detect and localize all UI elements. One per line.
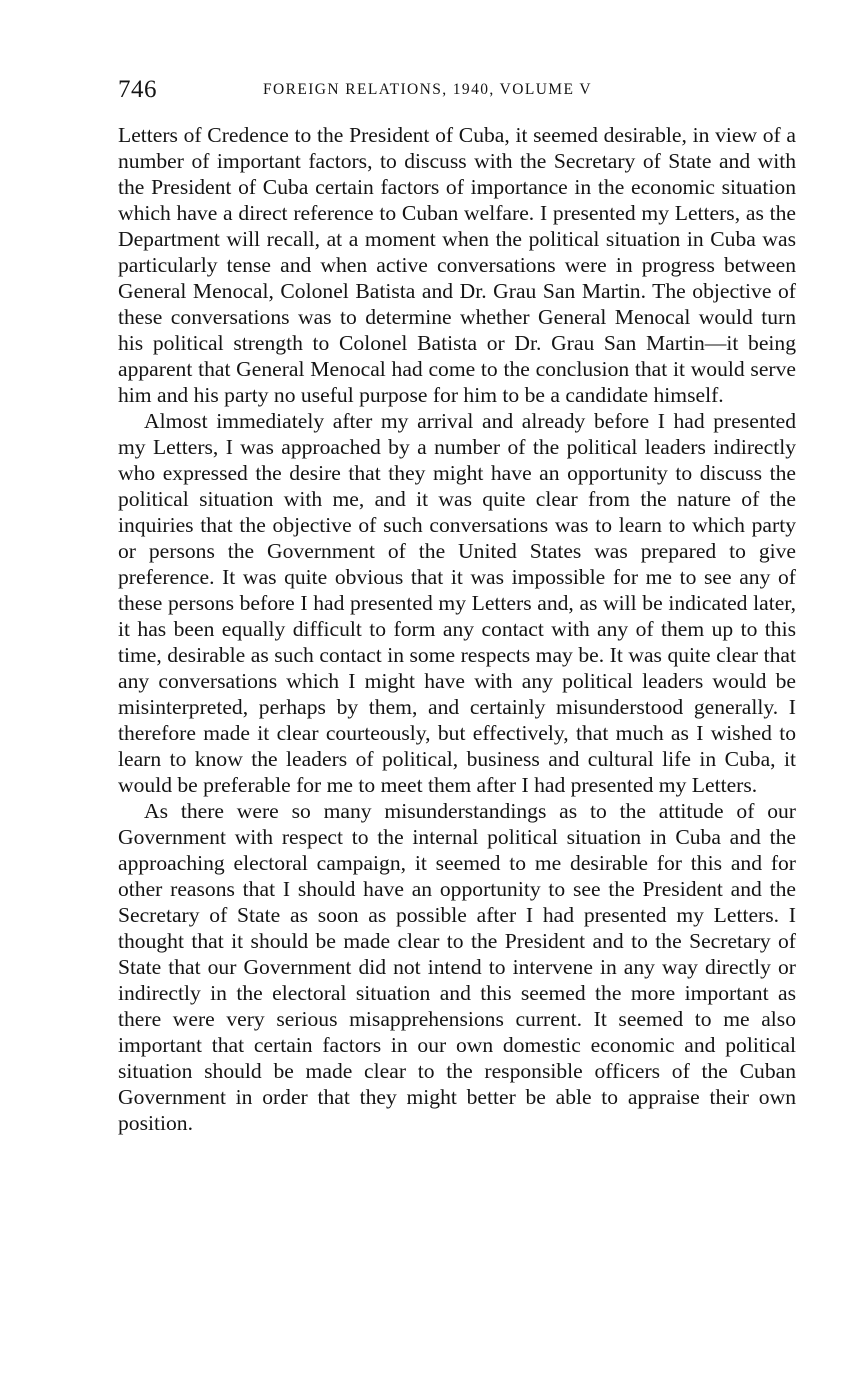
body-text [118,122,796,1136]
paragraph: Almost immediately after my arrival and already before I had presented my Letters, I was approached by a number of the political leaders indirectly who expressed the desire that they might have an opportunity to discuss the political situation with me, and it was quite clear from the nature of the inquiries that the objective of such conversations was to learn to which party or persons the Government of the United States was prepared to give preference. It was quite obvious that it was impossible for me to see any of these persons before I had presented my Letters and, as will be indicated later, it has been equally difficult to form any contact with any of them up to this time, desirable as such contact in some respects may be. It was quite clear that any conversations which I might have with any political leaders would be misinterpreted, perhaps by them, and certainly misunderstood generally. I therefore made it clear courteously, but effectively, that much as I wished to learn to know the leaders of political, business and cultural life in Cuba, it would be preferable for me to meet them after I had presented my Letters. [118,409,796,797]
page-header [118,74,796,106]
running-title: FOREIGN RELATIONS, 1940, VOLUME V [263,81,592,98]
paragraph-continued: Letters of Credence to the President of Cuba, it seemed desirable, in view of a number of important factors, to discuss with the Secretary of State and with the President of Cuba certain factors of importance in the economic situation which have a direct reference to Cuban welfare. I presented my Letters, as the Department will recall, at a moment when the political situation in Cuba was particularly tense and when active conversations were in progress between General Menocal, Colonel Batista and Dr. Grau San Martin. The objective of these conversations was to determine whether General Menocal would turn his political strength to Colonel Batista or Dr. Grau San Martin—it being apparent that General Menocal had come to the conclusion that it would serve him and his party no useful purpose for him to be a candidate himself. [118,123,796,407]
paragraph: As there were so many misunderstandings as to the attitude of our Government with respect to the internal political situation in Cuba and the approaching electoral campaign, it seemed to me desirable for this and for other reasons that I should have an opportunity to see the President and the Secretary of State as soon as possible after I had presented my Letters. I thought that it should be made clear to the President and to the Secretary of State that our Government did not intend to intervene in any way directly or indirectly in the electoral situation and this seemed the more important as there were very serious misapprehensions current. It seemed to me also important that certain factors in our own domestic economic and political situation should be made clear to the responsible officers of the Cuban Government in order that they might better be able to appraise their own position. [118,799,796,1135]
page-number: 746 [118,76,157,103]
